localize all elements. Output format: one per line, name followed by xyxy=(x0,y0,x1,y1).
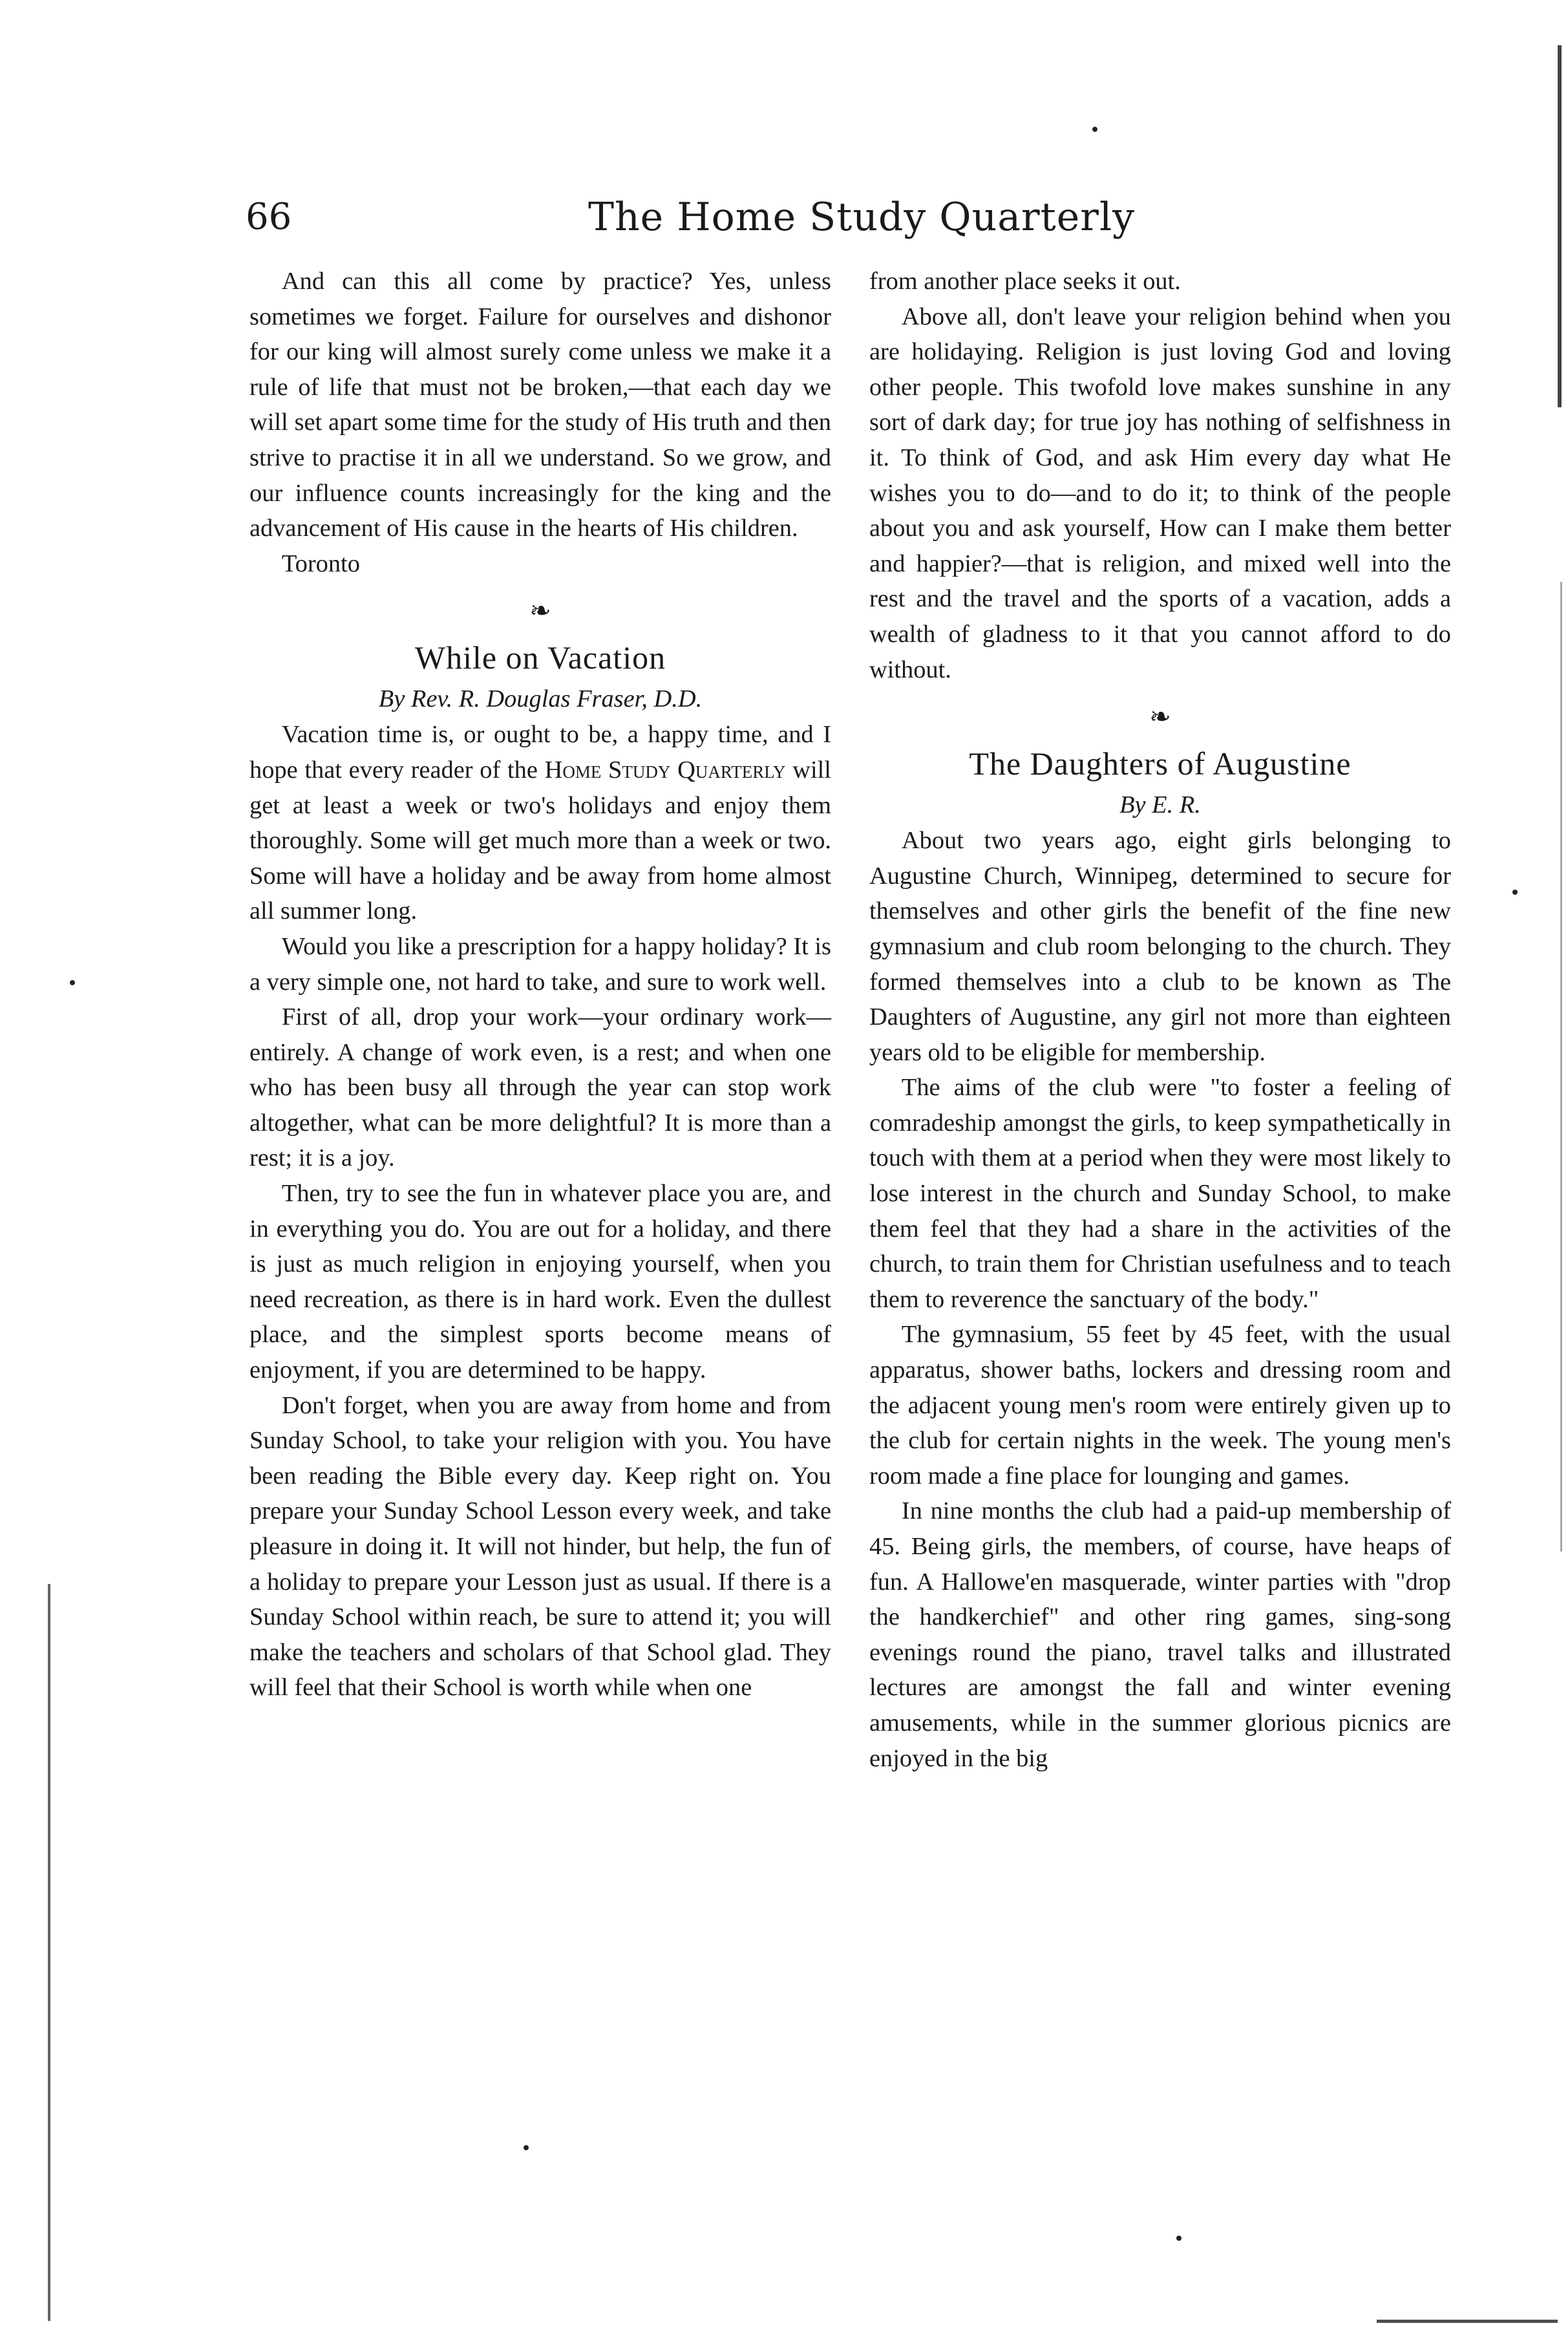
paragraph: About two years ago, eight girls belonging to Augustine Church, Winnipeg, determined to secure for themselves and other girls the benefit of the fine new gymnasium and club room belonging to the church. They formed themselves into a club to be known as The Daughters of Augustine, any girl not more than eighteen years old to be eligible for membership. xyxy=(869,827,1451,1066)
ornament-icon: ❧ xyxy=(529,596,551,626)
paragraph: Don't forget, when you are away from home and from Sunday School, to take your religion with you. You have been reading the Bible every day. Keep right on. You prepare your Sunday School Lesson every week, and take pleasure in doing it. It will not hinder, but help, the fun of a holiday to prepare your Lesson just as usual. If there is a Sunday School within reach, be sure to attend it; you will make the teachers and scholars of that School glad. They will feel that their School is worth while when one xyxy=(249,1391,831,1702)
byline-daughters: By E. R. xyxy=(1119,791,1201,819)
scan-speck xyxy=(1176,2236,1181,2241)
scan-edge-mark xyxy=(48,1584,50,2321)
right-column xyxy=(869,264,1451,1776)
running-header xyxy=(246,191,1474,250)
paragraph: And can this all come by practice? Yes, unless sometimes we forget. Failure for ourselves and dishonor for our king will almost surely come unless we make it a rule of life that must not be broken,—that each day we will set apart some time for the study of His truth and then strive to practise it in all we understand. So we grow, and our influence counts increasingly for the king and the advancement of His cause in the hearts of His children. xyxy=(249,268,831,542)
article-title-daughters: The Daughters of Augustine xyxy=(969,745,1351,782)
magazine-name: Home Study Quarterly xyxy=(544,756,786,784)
paragraph xyxy=(249,717,831,929)
paragraph: First of all, drop your work—your ordinary work—entirely. A change of work even, is a rest; and when one who has been busy all through the year can stop work altogether, what can be more delightful? It is more than a rest; it is a joy. xyxy=(249,1003,831,1172)
paragraph: The gymnasium, 55 feet by 45 feet, with the usual apparatus, shower baths, lockers and dressing room and the adjacent young men's room were entirely given up to the club for certain nights in the week. The young men's room made a fine place for lounging and games. xyxy=(869,1321,1451,1490)
scan-speck xyxy=(1092,127,1097,132)
scan-speck xyxy=(524,2145,529,2150)
paragraph: In nine months the club had a paid-up membership of 45. Being girls, the members, of course, have heaps of fun. A Hallowe'en masquerade, winter parties with "drop the handkerchief" and other ring games, sing-song evenings round the piano, travel talks and illustrated lectures are amongst the fall and winter evening amusements, while in the summer glorious picnics are enjoyed in the big xyxy=(869,1497,1451,1772)
paragraph: The aims of the club were "to foster a feeling of comradeship amongst the girls, to keep sympathetically in touch with them at a period when they were most likely to lose interest in the church and Sunday School, to make them feel that they had a share in the activities of the church, to train them for Christian usefulness and to teach them to reverence the sanctuary of the body." xyxy=(869,1074,1451,1313)
paragraph: Would you like a prescription for a happy holiday? It is a very simple one, not hard to take, and sure to work well. xyxy=(249,932,831,996)
left-column xyxy=(249,264,831,1705)
scan-edge-mark xyxy=(1560,582,1562,1552)
scan-edge-mark xyxy=(1558,45,1562,407)
scan-speck xyxy=(70,980,75,985)
page-number: 66 xyxy=(246,196,292,238)
article-title-vacation: While on Vacation xyxy=(414,639,666,676)
paragraph: from another place seeks it out. xyxy=(869,268,1181,295)
paragraph-text: will get at least a week or two's holidays and enjoy them thoroughly. Some will get much more than a week or two. Some will have a holiday and be away from home almost all summer long. xyxy=(249,756,831,925)
journal-title: The Home Study Quarterly xyxy=(588,195,1136,240)
scan-speck xyxy=(1512,890,1518,895)
scan-edge-mark xyxy=(1377,2320,1558,2323)
paragraph-text: Vacation time is, or ought to be, a happy time, and I hope that every reader of the xyxy=(249,721,831,784)
paragraph: Then, try to see the fun in whatever place you are, and in everything you do. You are out for a holiday, and there is just as much religion in enjoying yourself, when you need recreation, as there is in hard work. Even the dullest place, and the simplest sports become means of enjoyment, if you are determined to be happy. xyxy=(249,1180,831,1384)
ornament-icon: ❧ xyxy=(1149,702,1171,732)
byline-vacation: By Rev. R. Douglas Fraser, D.D. xyxy=(378,685,703,713)
paragraph: Above all, don't leave your religion behind when you are holidaying. Religion is just loving God and loving other people. This twofold love makes sunshine in any sort of dark day; for true joy has nothing of selfishness in it. To think of God, and ask Him every day what He wishes you to do—and to do it; to think of the people about you and ask yourself, How can I make them better and happier?—that is religion, and mixed well into the rest and the travel and the sports of a vacation, adds a wealth of gladness to it that you cannot afford to do without. xyxy=(869,303,1451,683)
place-signoff: Toronto xyxy=(281,550,360,577)
